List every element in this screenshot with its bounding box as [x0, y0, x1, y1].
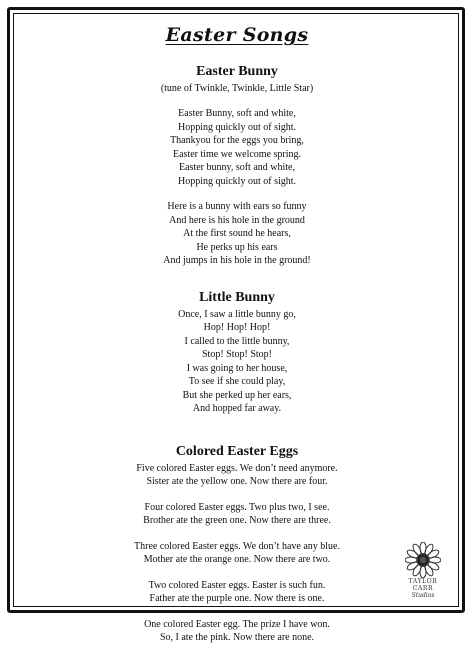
brand-logo [399, 542, 447, 604]
lyric-line: Father ate the purple one. Now there is one. [149, 593, 325, 604]
song-title: Colored Easter Eggs [175, 443, 299, 459]
stanza [30, 308, 444, 416]
spacer [30, 428, 444, 444]
stanza [30, 501, 444, 528]
lyric-line: Hop! Hop! Hop! [203, 322, 271, 333]
lyric-line: I was going to her house, [186, 362, 288, 374]
lyric-line: I called to the little bunny, [184, 335, 290, 347]
lyric-line: Once, I saw a little bunny go, [178, 308, 296, 320]
song-little-bunny [30, 290, 444, 416]
lyric-line: And here is his hole in the ground [169, 214, 305, 226]
stanza [30, 579, 444, 606]
song-subtitle: (tune of Twinkle, Twinkle, Little Star) [160, 83, 314, 94]
lyric-line: Four colored Easter eggs. Two plus two, I see. [144, 501, 330, 513]
song-title: Little Bunny [199, 289, 275, 305]
lyric-line: At the first sound he hears, [183, 228, 291, 239]
lyric-line: Five colored Easter eggs. We don’t need anymore. [136, 462, 338, 474]
lyric-line: To see if she could play, [188, 376, 286, 387]
stanza [30, 462, 444, 489]
lyric-line: One colored Easter egg. The prize I have won. [144, 618, 330, 630]
lyric-line: He perks up his ears [196, 241, 278, 253]
lyric-line: Hopping quickly out of sight. [177, 175, 297, 187]
document-title: Easter Songs [165, 24, 309, 46]
lyric-line: But she perked up her ears, [182, 389, 292, 401]
lyric-line: Three colored Easter eggs. We don’t have any blue. [134, 540, 340, 552]
logo-wordmark: TAYLOR CARR [408, 578, 438, 592]
lyric-line: Easter Bunny, soft and white, [178, 108, 296, 119]
stanza [30, 540, 444, 567]
sunflower-icon [399, 542, 447, 578]
lyric-line: Easter time we welcome spring. [172, 148, 301, 160]
lyric-line: Here is a bunny with ears so funny [167, 201, 307, 212]
lyric-line: Two colored Easter eggs. Easter is such fun. [148, 579, 326, 591]
spacer [30, 280, 444, 290]
lyric-line: Easter bunny, soft and white, [179, 162, 295, 173]
stanza [30, 107, 444, 188]
lyric-line: Hopping quickly out of sight. [177, 121, 297, 133]
lyric-line: Mother ate the orange one. Now there are two. [143, 554, 331, 565]
stanza [30, 200, 444, 268]
lyric-line: Stop! Stop! Stop! [201, 349, 272, 360]
song-title: Easter Bunny [196, 64, 278, 79]
lyric-line: Brother ate the green one. Now there are three. [143, 515, 331, 526]
lyric-line: So, I ate the pink. Now there are none. [159, 632, 315, 643]
document-body [30, 18, 444, 657]
song-easter-bunny [30, 64, 444, 268]
song-colored-easter-eggs [30, 444, 444, 645]
lyric-line: Sister ate the yellow one. Now there are four. [146, 476, 328, 487]
lyric-line: And jumps in his hole in the ground! [163, 255, 311, 266]
logo-subtitle: Studios [411, 592, 435, 599]
lyric-line: And hopped far away. [192, 403, 282, 414]
lyric-line: Thankyou for the eggs you bring, [170, 135, 304, 146]
